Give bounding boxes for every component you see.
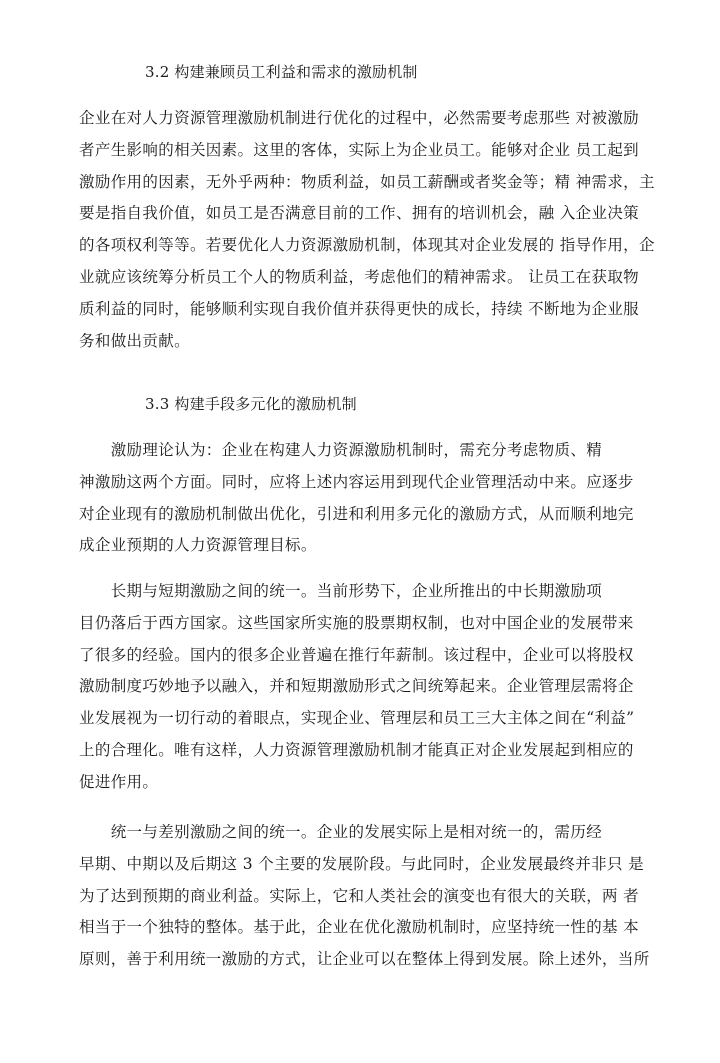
text-line: 促进作用。 (79, 772, 159, 791)
text-line: 长期与短期激励之间的统一。当前形势下，企业所推出的中长期激励项 (79, 582, 603, 600)
section-heading-3-2: 3.2 构建兼顾员工利益和需求的激励机制 (145, 63, 418, 81)
text-line: 统一与差别激励之间的统一。企业的发展实际上是相对统一的，需历经 (79, 823, 603, 841)
text-line: 务和做出贡献。 (79, 331, 190, 350)
text-line: 神激励这两个方面。同时，应将上述内容运用到现代企业管理活动中来。应逐步 (79, 472, 634, 491)
text-line: 质利益的同时，能够顺利实现自我价值并获得更快的成长，持续 不断地为企业服 (79, 299, 640, 318)
paragraph-3-2-1 (79, 103, 655, 357)
text-line: 原则，善于利用统一激励的方式，让企业可以在整体上得到发展。除上述外，当所 (79, 950, 650, 969)
text-line: 成企业预期的人力资源管理目标。 (79, 536, 317, 555)
text-line: 对企业现有的激励机制做出优化，引进和利用多元化的激励方式，从而顺利地完 (79, 504, 634, 523)
text-line: 业发展视为一切行动的着眼点，实现企业、管理层和员工三大主体之间在“利益” (79, 709, 635, 728)
paragraph-3-3-1 (79, 435, 639, 562)
text-line: 了很多的经验。国内的很多企业普遍在推行年薪制。该过程中，企业可以将股权 (79, 645, 634, 664)
text-line: 激励作用的因素，无外乎两种：物质利益，如员工薪酬或者奖金等；精 神需求，主 (79, 172, 655, 191)
paragraph-3-3-3 (79, 817, 650, 976)
paragraph-3-3-2 (79, 576, 639, 799)
text-line: 业就应该统筹分析员工个人的物质利益，考虑他们的精神需求。 让员工在获取物 (79, 267, 640, 286)
text-line: 者产生影响的相关因素。这里的客体，实际上为企业员工。能够对企业 员工起到 (79, 140, 640, 159)
text-line: 上的合理化。唯有这样，人力资源管理激励机制才能真正对企业发展起到相应的 (79, 740, 634, 759)
text-line: 早期、中期以及后期这 3 个主要的发展阶段。与此同时，企业发展最终并非只 是 (79, 854, 644, 873)
text-line: 企业在对人力资源管理激励机制进行优化的过程中，必然需要考虑那些 对被激励 (79, 109, 640, 127)
text-line: 激励制度巧妙地予以融入，并和短期激励形式之间统筹起来。企业管理层需将企 (79, 677, 634, 696)
section-heading-3-3: 3.3 构建手段多元化的激励机制 (145, 395, 357, 413)
text-line: 激励理论认为：企业在构建人力资源激励机制时，需充分考虑物质、精 (79, 441, 603, 459)
text-line: 要是指自我价值，如员工是否满意目前的工作、拥有的培训机会，融 入企业决策 (79, 204, 640, 223)
text-line: 为了达到预期的商业利益。实际上，它和人类社会的演变也有很大的关联，两 者 (79, 886, 640, 905)
text-line: 的各项权利等等。若要优化人力资源激励机制，体现其对企业发展的 指导作用，企 (79, 236, 655, 255)
text-line: 目仍落后于西方国家。这些国家所实施的股票期权制，也对中国企业的发展带来 (79, 613, 634, 632)
text-line: 相当于一个独特的整体。基于此，企业在优化激励机制时，应坚持统一性的基 本 (79, 918, 640, 937)
